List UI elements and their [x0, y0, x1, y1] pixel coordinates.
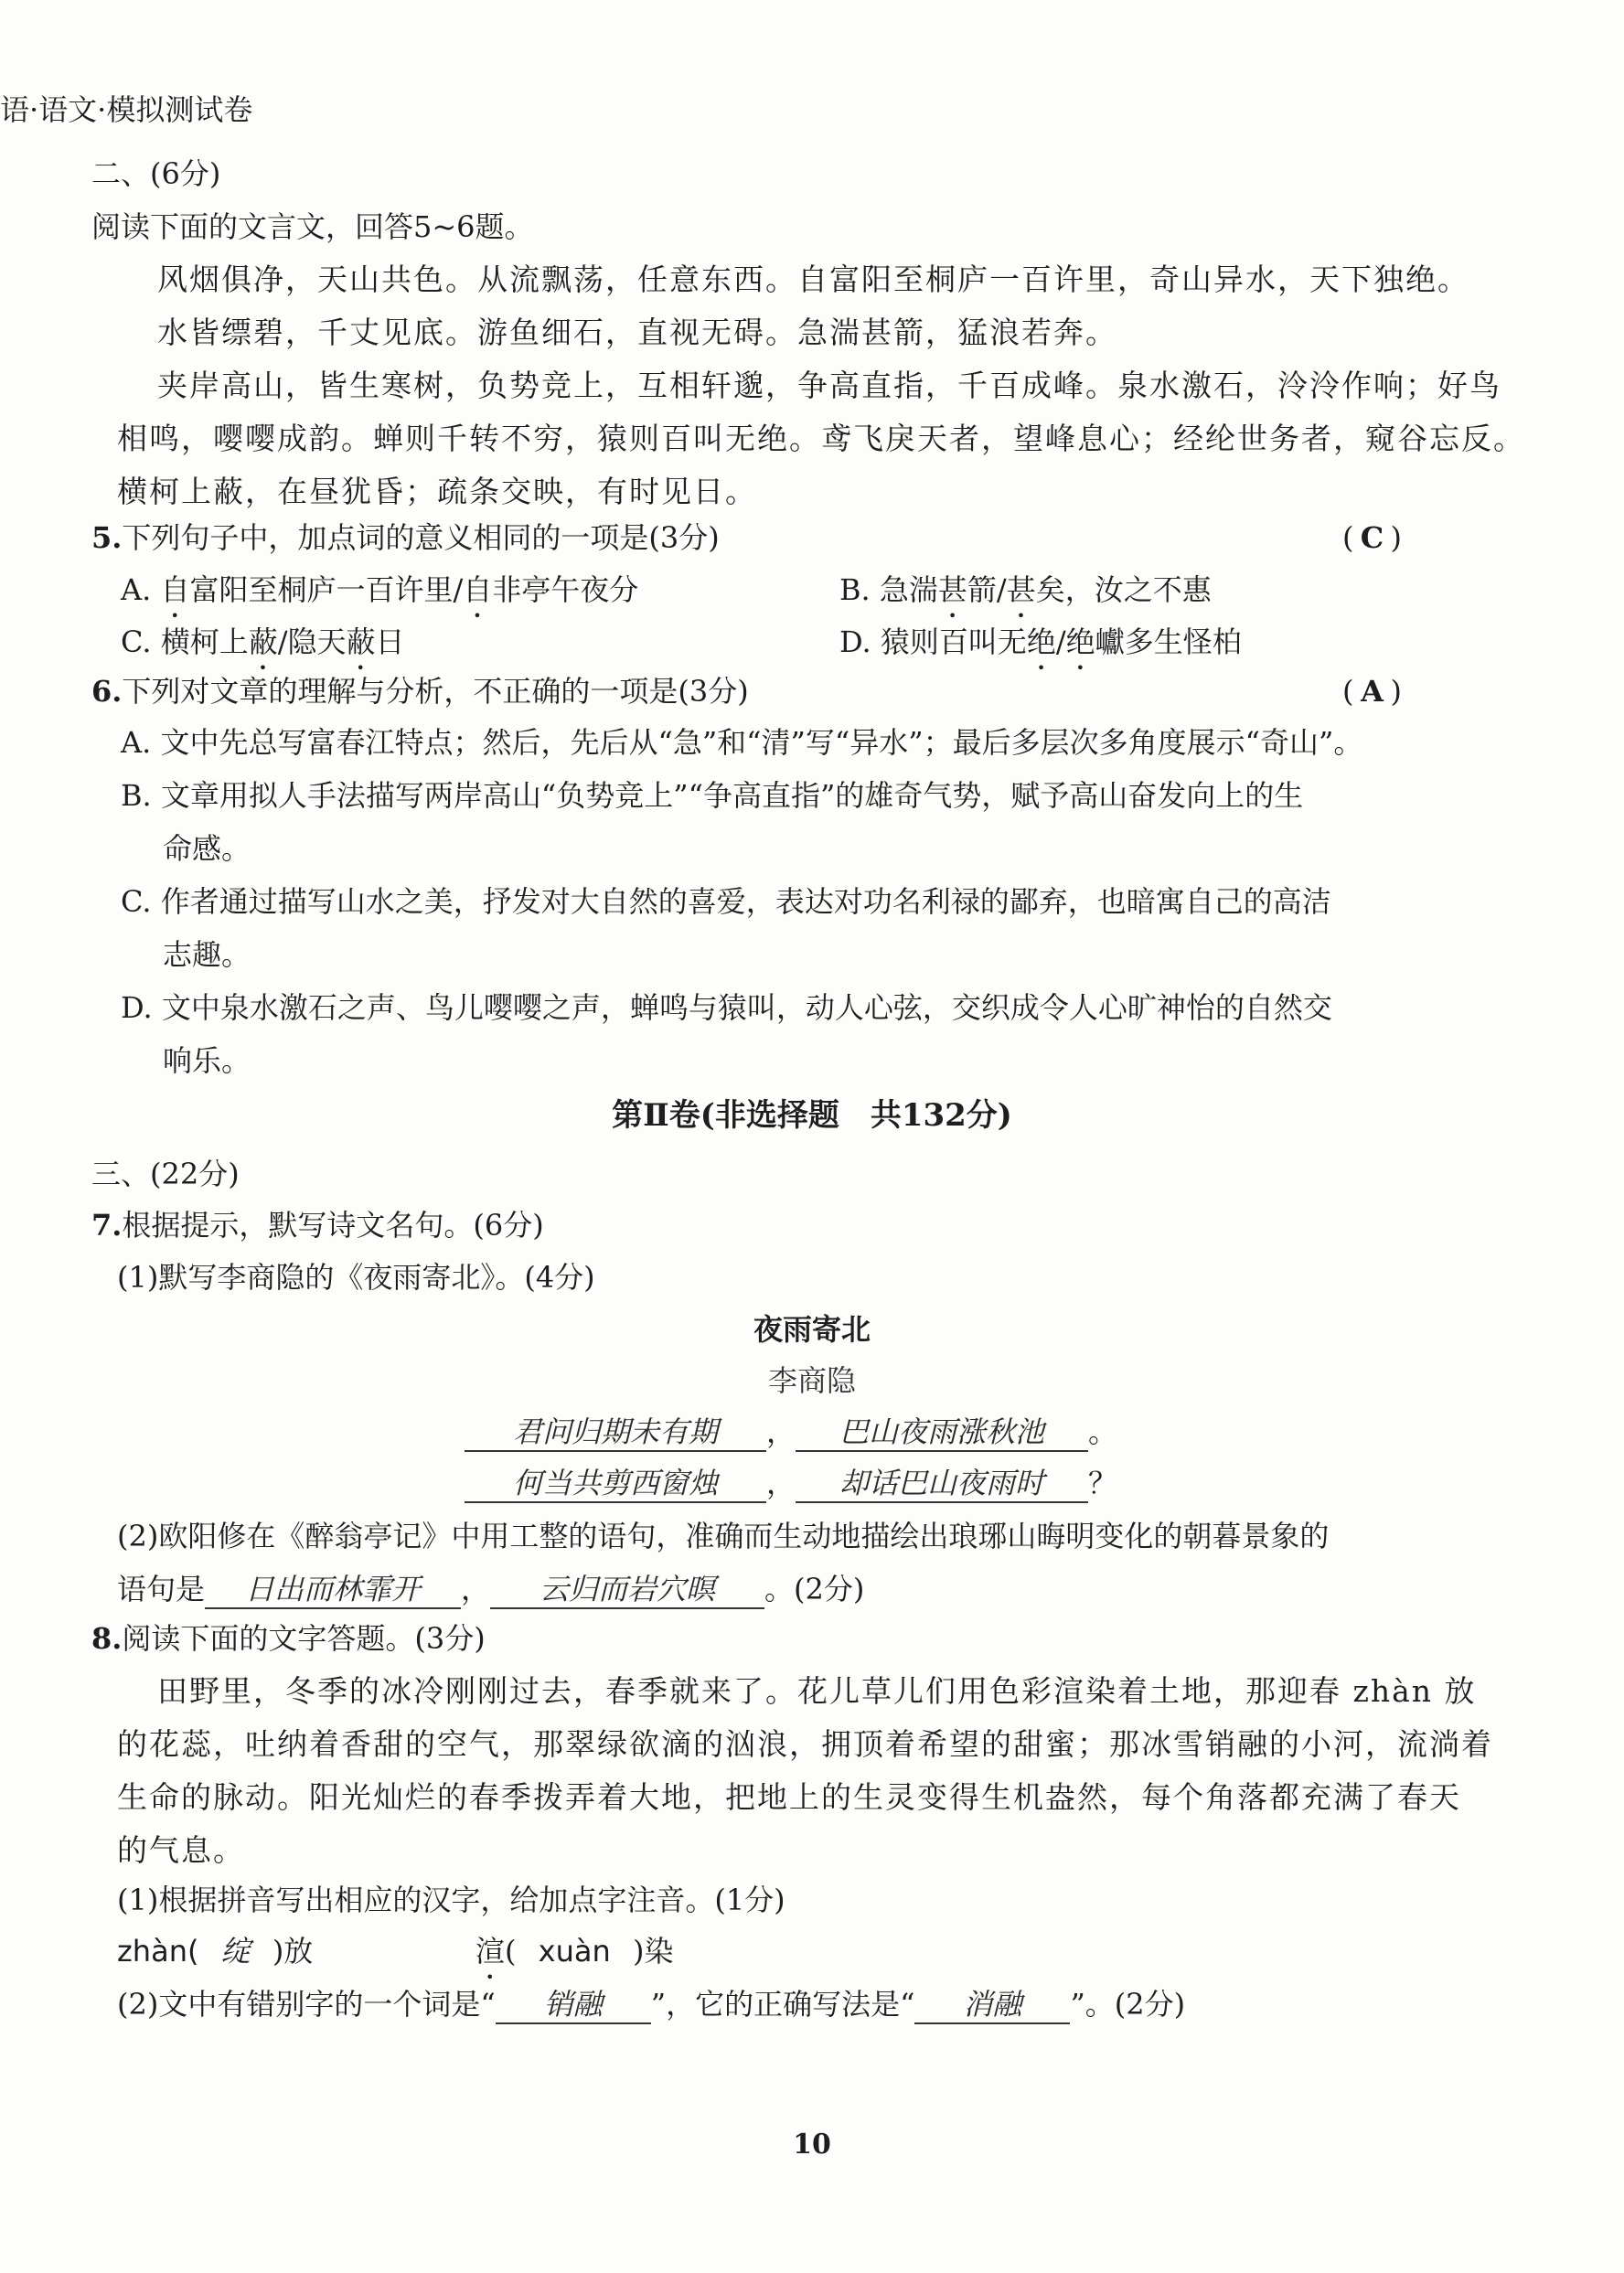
- punctuation: ，: [766, 1466, 796, 1500]
- punctuation: ？: [1088, 1466, 1118, 1500]
- question-text: 阅读下面的文字答题。(3分): [122, 1621, 486, 1656]
- question-6-option-c-cont: 志趣。: [163, 937, 251, 972]
- section-3-heading: 三、(22分): [91, 1157, 240, 1191]
- option-prefix: C. 横柯上: [121, 624, 249, 659]
- question-8-sub-1-answers-2: [475, 1933, 673, 1986]
- dotted-word: 渲: [475, 1934, 506, 1969]
- answer-blank: 消融: [914, 1986, 1070, 2024]
- sentence-text: (2)文中有错别字的一个词是“: [117, 1987, 496, 2022]
- punctuation: ，: [766, 1414, 796, 1449]
- question-7-sub-2: (2)欧阳修在《醉翁亭记》中用工整的语句，准确而生动地描绘出琅琊山晦明变化的朝暮景象的: [117, 1519, 1330, 1553]
- modern-passage-line: 田野里，冬季的冰冷刚刚过去，春季就来了。花儿草儿们用色彩渲染着土地，那迎春 zhàn 放: [157, 1673, 1477, 1709]
- option-prefix: D. 猿则百叫无: [839, 624, 1027, 659]
- question-8-sub-1-answers: [117, 1933, 313, 1969]
- poem-line-1: [465, 1414, 1117, 1452]
- option-text: 巘多生怪柏: [1095, 624, 1242, 659]
- question-6-stem: [91, 673, 749, 710]
- sentence-text: ”。(2分): [1070, 1987, 1186, 2022]
- answer-blank: 日出而林霏开: [205, 1571, 461, 1609]
- paren-open: (: [1342, 674, 1354, 709]
- paren-close: ): [1390, 674, 1402, 709]
- answer-blank: 却话巴山夜雨时: [796, 1465, 1088, 1503]
- classical-passage-line: 相鸣，嘤嘤成韵。蝉则千转不穷，猿则百叫无绝。鸢飞戾天者，望峰息心；经纶世务者，窥谷忘反。: [117, 421, 1525, 456]
- dotted-word: 蔽: [346, 624, 376, 659]
- question-6-option-d-cont: 响乐。: [163, 1043, 251, 1078]
- modern-passage-line: 生命的脉动。阳光灿烂的春季拨弄着大地，把地上的生灵变得生机盎然，每个角落都充满了春天: [117, 1779, 1461, 1815]
- question-5-stem: [91, 519, 720, 556]
- question-5-option-b: [839, 571, 1212, 624]
- paren-close: ): [1390, 520, 1402, 555]
- dotted-word: 甚: [937, 572, 967, 607]
- option-prefix: B. 急湍: [839, 572, 938, 607]
- option-text: 日: [375, 624, 405, 659]
- question-number: 8.: [91, 1621, 123, 1656]
- question-6-option-b-cont: 命感。: [163, 831, 251, 866]
- question-8-stem: [91, 1620, 486, 1657]
- question-number: 7.: [91, 1208, 123, 1243]
- dotted-word: 甚: [1006, 572, 1036, 607]
- question-8-sub-1: (1)根据拼音写出相应的汉字，给加点字注音。(1分): [117, 1883, 785, 1917]
- question-8-sub-2: [117, 1986, 1185, 2024]
- punctuation: ，: [461, 1572, 491, 1606]
- answer-blank: 何当共剪西窗烛: [465, 1465, 766, 1503]
- section-2-heading: 二、(6分): [91, 156, 221, 191]
- question-6-answer-box: [1342, 673, 1402, 710]
- pinyin-label: zhàn(: [117, 1934, 199, 1969]
- question-text: 下列对文章的理解与分析，不正确的一项是(3分): [122, 674, 749, 709]
- dotted-word: 自: [160, 572, 190, 607]
- option-text: 矣，汝之不惠: [1035, 572, 1212, 607]
- answer-blank: 巴山夜雨涨秋池: [796, 1414, 1088, 1452]
- poem-title: 夜雨寄北: [753, 1312, 871, 1347]
- option-text: /: [1055, 624, 1066, 659]
- sentence-text: ”，它的正确写法是“: [650, 1987, 915, 2022]
- question-text: 下列句子中，加点词的意义相同的一项是(3分): [122, 520, 720, 555]
- handwritten-answer: xuàn: [538, 1934, 611, 1969]
- paren-open: (: [1342, 520, 1354, 555]
- question-6-option-d: D. 文中泉水激石之声、鸟儿嘤嘤之声，蝉鸣与猿叫，动人心弦，交织成令人心旷神怡的自然交: [121, 990, 1332, 1025]
- dotted-word: 自: [463, 572, 493, 607]
- paren-open: (: [505, 1934, 517, 1969]
- option-text: 箭/: [967, 572, 1007, 607]
- sentence-text: 。(2分): [764, 1572, 865, 1606]
- option-text: /隐天: [277, 624, 347, 659]
- question-6-option-b: B. 文章用拟人手法描写两岸高山“负势竞上”“争高直指”的雄奇气势，赋予高山奋发向上的生: [121, 778, 1304, 813]
- modern-passage-line: 的花蕊，吐纳着香甜的空气，那翠绿欲滴的汹浪，拥顶着希望的甜蜜；那冰雪销融的小河，流淌着: [117, 1726, 1493, 1762]
- question-7-sub-2-answer: [117, 1571, 864, 1609]
- question-6-option-c: C. 作者通过描写山水之美，抒发对大自然的喜爱，表达对功名利禄的鄙弃，也暗寓自己的高洁: [121, 884, 1331, 919]
- handwritten-answer: 绽: [220, 1934, 251, 1969]
- question-7-sub-1: (1)默写李商隐的《夜雨寄北》。(4分): [117, 1260, 595, 1295]
- section-2-instruction: 阅读下面的文言文，回答5~6题。: [91, 209, 534, 244]
- question-number: 5.: [91, 520, 123, 555]
- answer-blank: 云归而岩穴暝: [490, 1571, 764, 1609]
- option-text: 非亭午夜分: [492, 572, 639, 607]
- answer-blank: 销融: [496, 1986, 651, 2024]
- classical-passage-line: 夹岸高山，皆生寒树，负势竞上，互相轩邈，争高直指，千百成峰。泉水激石，泠泠作响；好鸟: [157, 368, 1501, 403]
- question-5-option-d: [839, 624, 1242, 677]
- option-text: 富阳至桐庐一百许里/: [189, 572, 464, 607]
- question-7-stem: [91, 1207, 544, 1243]
- question-5-answer-box: [1342, 519, 1402, 556]
- poem-author: 李商隐: [767, 1363, 856, 1398]
- question-5-option-a: [121, 571, 638, 624]
- answer-blank: 君问归期未有期: [465, 1414, 766, 1452]
- poem-line-2: [465, 1465, 1117, 1503]
- dotted-word: 绝: [1026, 624, 1056, 659]
- question-6-option-a: A. 文中先总写富春江特点；然后，先后从“急”和“清”写“异水”；最后多层次多角度展示“奇山”。: [121, 725, 1363, 760]
- modern-passage-line: 的气息。: [117, 1832, 245, 1868]
- dotted-word: 蔽: [248, 624, 278, 659]
- sentence-text: 语句是: [117, 1572, 206, 1606]
- page-header: 语·语文·模拟测试卷: [0, 92, 253, 127]
- classical-passage-line: 风烟俱净，天山共色。从流飘荡，任意东西。自富阳至桐庐一百许里，奇山异水，天下独绝。: [157, 261, 1469, 297]
- classical-passage-line: 水皆缥碧，千丈见底。游鱼细石，直视无碍。急湍甚箭，猛浪若奔。: [157, 315, 1117, 350]
- part-2-title: 第Ⅱ卷(非选择题 共132分): [612, 1097, 1012, 1134]
- dotted-word: 绝: [1065, 624, 1095, 659]
- classical-passage-line: 横柯上蔽，在昼犹昏；疏条交映，有时见日。: [117, 474, 757, 509]
- question-number: 6.: [91, 674, 123, 709]
- option-prefix: A.: [121, 572, 161, 607]
- question-6-answer: A: [1361, 674, 1384, 709]
- question-5-option-c: [121, 624, 405, 677]
- sentence-text: )放: [272, 1934, 314, 1969]
- question-text: 根据提示，默写诗文名句。(6分): [122, 1208, 544, 1243]
- question-5-answer: C: [1360, 520, 1384, 555]
- punctuation: 。: [1088, 1414, 1118, 1449]
- sentence-text: )染: [632, 1934, 674, 1969]
- page-number: 10: [793, 2129, 831, 2161]
